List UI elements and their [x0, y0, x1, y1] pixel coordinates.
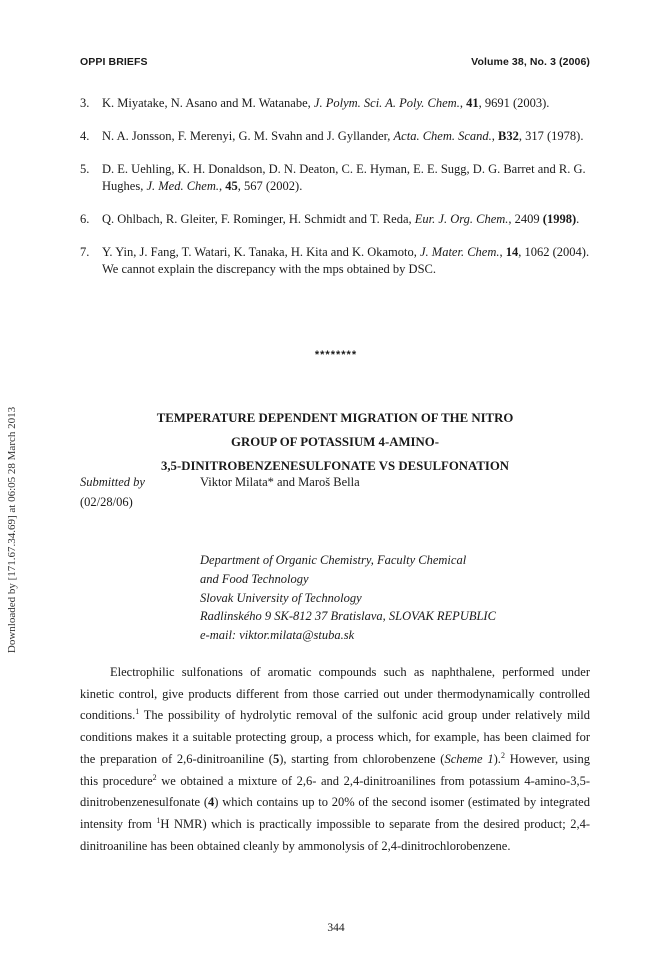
text-run: we obtained a mixture of 2,6- and 2,4-dinitroanilines from potassium 4-amino-3,5-dinitrobenzenesulfonate (: [80, 773, 590, 810]
italic-text: J. Mater. Chem.: [420, 245, 500, 259]
text-run: Y. Yin, J. Fang, T. Watari, K. Tanaka, H. Kita and K. Okamoto,: [102, 245, 420, 259]
reference-list: [80, 95, 590, 294]
text-run: ) which contains up to 20% of the second isomer (estimated by integrated intensity from: [80, 795, 590, 831]
text-run: K. Miyatake, N. Asano and M. Watanabe,: [102, 96, 314, 110]
article-title: [80, 406, 590, 478]
reference-number: 5.: [80, 162, 90, 176]
text-run: ), starting from chlorobenzene (: [279, 751, 445, 766]
reference-item: [80, 211, 590, 228]
text-run: The possibility of hydrolytic removal of the sulfonic acid group under relatively mild conditions makes it a suitable protecting group, a process which, for example, has been claimed for the preparation of 2,6-dinitroaniline (: [80, 708, 590, 766]
reference-number: 3.: [80, 96, 90, 110]
affiliation-line: Radlinského 9 SK-812 37 Bratislava, SLOVAK REPUBLIC: [200, 609, 496, 624]
bold-text: 14: [505, 245, 519, 259]
bold-text: 4: [208, 795, 215, 810]
submitted-date: (02/28/06): [80, 495, 133, 509]
article-title-line: 3,5-DINITROBENZENESULFONATE VS DESULFONATION: [160, 459, 510, 473]
text-run: .: [576, 212, 580, 226]
author-names: Viktor Milata* and Maroš Bella: [200, 475, 360, 489]
text-run: N. A. Jonsson, F. Merenyi, G. M. Svahn and J. Gyllander,: [102, 129, 394, 143]
bold-text: 5: [272, 751, 280, 766]
text-run: D. E. Uehling, K. H. Donaldson, D. N. Deaton, C. E. Hyman, E. E. Sugg, D. G. Barret and R. G. Hughes,: [102, 162, 586, 193]
italic-text: Scheme 1: [444, 751, 494, 766]
italic-text: Eur. J. Org. Chem.: [414, 212, 509, 226]
text-run: , 9691 (2003).: [478, 96, 550, 110]
reference-number: 7.: [80, 245, 90, 259]
reference-item: [80, 128, 590, 145]
text-run: ,: [459, 96, 467, 110]
affiliation-line: Slovak University of Technology: [200, 590, 362, 605]
text-run: However, using this procedure: [80, 751, 591, 788]
superscript: 1: [156, 815, 161, 825]
text-run: ,: [499, 245, 506, 259]
article-title-line: TEMPERATURE DEPENDENT MIGRATION OF THE NITRO: [156, 411, 514, 425]
email-line: e-mail: viktor.milata@stuba.sk: [200, 628, 355, 643]
affiliation-block: [200, 551, 496, 645]
superscript: 2: [500, 750, 505, 760]
reference-item: [80, 244, 590, 278]
italic-text: Acta. Chem. Scand.: [393, 129, 492, 143]
superscript: 1: [135, 707, 140, 717]
running-header-left: OPPI BRIEFS: [80, 56, 148, 68]
reference-item: [80, 95, 590, 112]
reference-number: 6.: [80, 212, 90, 226]
reference-number: 4.: [80, 129, 90, 143]
italic-text: J. Polym. Sci. A. Poly. Chem.: [313, 96, 460, 110]
italic-text: J. Med. Chem.: [146, 179, 219, 193]
affiliation-line: Department of Organic Chemistry, Faculty Chemical: [200, 553, 467, 567]
bold-text: B32: [498, 129, 519, 143]
text-run: ,: [491, 129, 499, 143]
text-run: , 317 (1978).: [518, 129, 584, 143]
reference-item: [80, 161, 590, 195]
section-separator: ********: [314, 349, 358, 361]
page-number: 344: [327, 922, 345, 934]
text-run: , 567 (2002).: [237, 179, 303, 193]
superscript: 2: [152, 772, 157, 782]
submitted-by-label: Submitted by: [80, 475, 145, 489]
text-run: ).: [493, 751, 501, 766]
text-run: Q. Ohlbach, R. Gleiter, F. Rominger, H. Schmidt and T. Reda,: [102, 212, 415, 226]
body-paragraph: [80, 662, 590, 857]
text-run: , 1062 (2004). We cannot explain the discrepancy with the mps obtained by DSC.: [102, 245, 590, 276]
running-header-right: Volume 38, No. 3 (2006): [471, 56, 590, 68]
text-run: , 2409: [508, 212, 543, 226]
text-run: Electrophilic sulfonations of aromatic compounds such as naphthalene, performed under kinetic control, give products different from those carried out under thermodynamically controlled conditions.: [80, 665, 590, 723]
text-run: ,: [219, 179, 226, 193]
download-watermark-text: Downloaded by [171.67.34.69] at 06:05 28 March 2013: [6, 406, 18, 654]
bold-text: (1998): [542, 212, 577, 226]
article-title-line: GROUP OF POTASSIUM 4-AMINO-: [231, 435, 439, 449]
download-watermark: [4, 322, 20, 742]
bold-text: 41: [466, 96, 479, 110]
affiliation-line: and Food Technology: [200, 571, 309, 586]
text-run: H NMR) which is practically impossible to separate from the desired product; 2,4-dinitroaniline has been obtained cleanly by ammonolysis of 2,4-dinitrochlorobenzene.: [80, 816, 591, 853]
bold-text: 45: [225, 179, 238, 193]
